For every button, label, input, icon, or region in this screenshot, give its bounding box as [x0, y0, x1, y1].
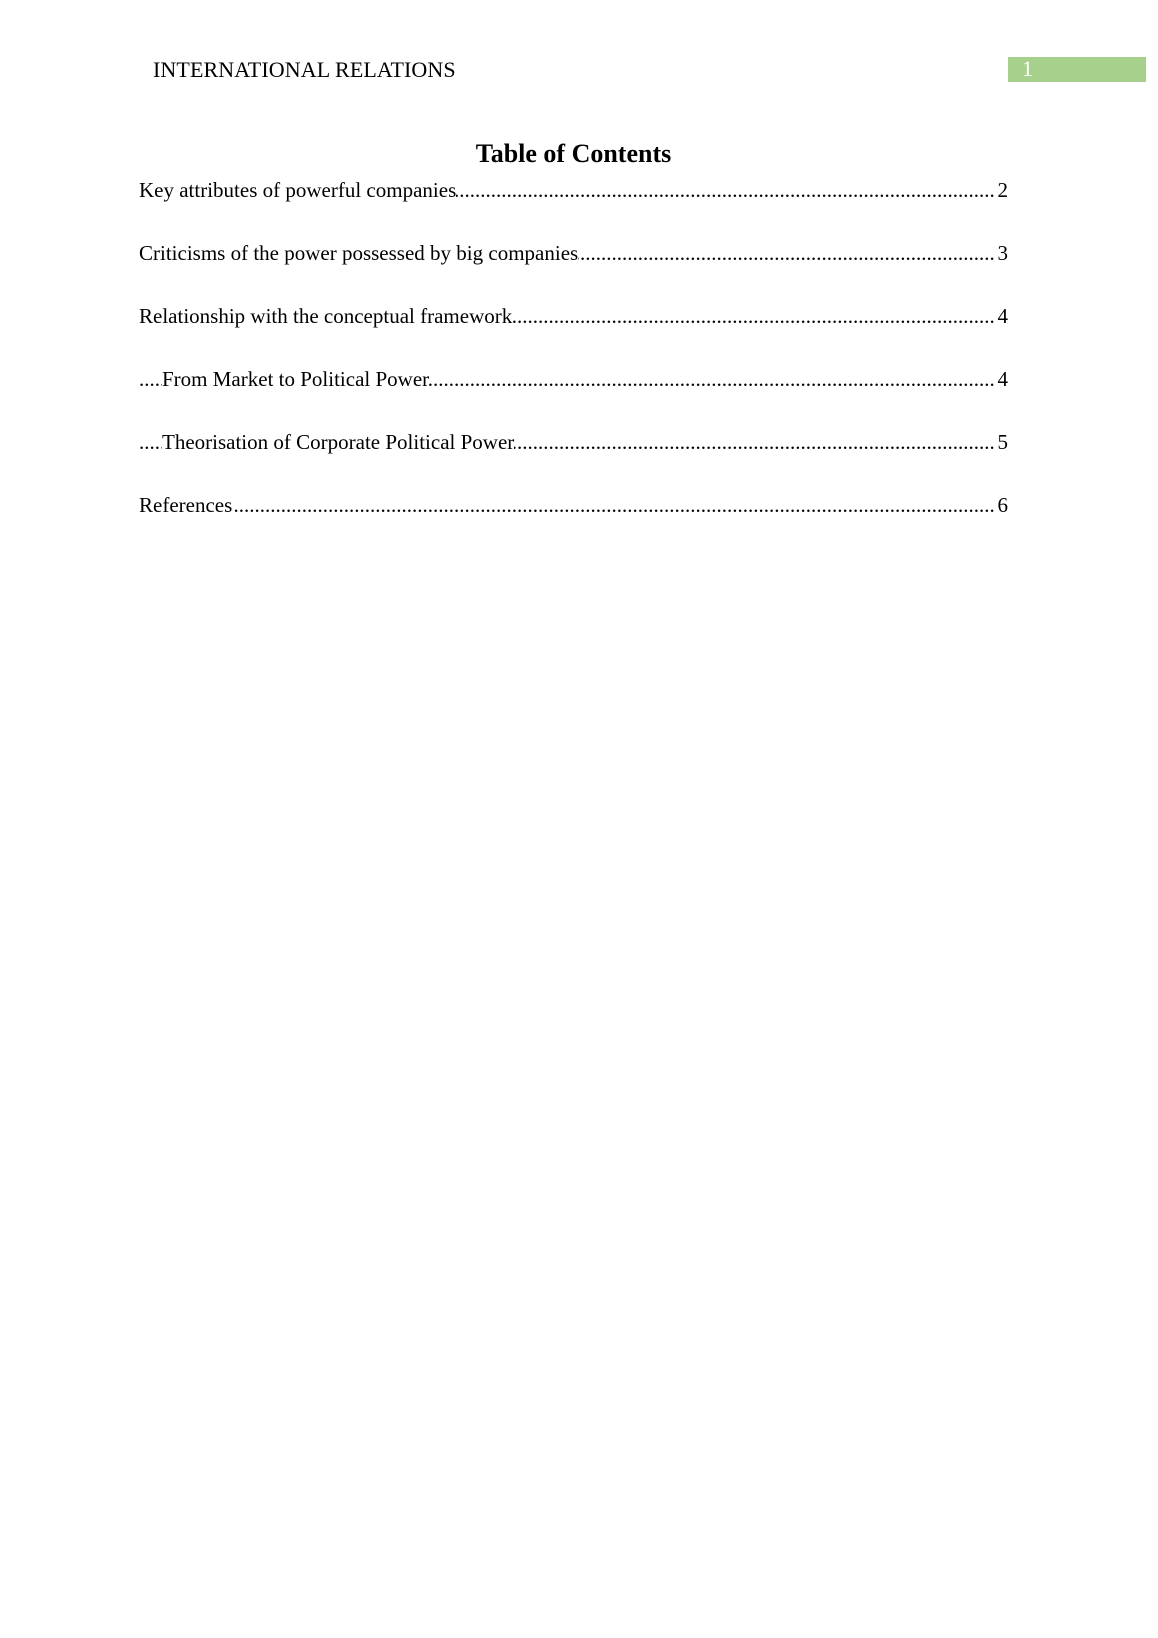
page-number-box [1008, 57, 1146, 82]
toc-entry-page: 4 [997, 304, 1008, 328]
table-of-contents [139, 132, 1008, 519]
toc-entry-page: 2 [997, 178, 1008, 202]
toc-entry-criticisms[interactable] [139, 239, 1008, 267]
page-number: 1 [1022, 56, 1033, 81]
toc-entry-conceptual-framework[interactable] [139, 302, 1008, 330]
toc-entry-page: 4 [997, 367, 1008, 391]
toc-entry-page: 5 [997, 430, 1008, 454]
page-header [0, 0, 1158, 100]
toc-entry-page: 3 [997, 241, 1008, 265]
toc-entry-references[interactable] [139, 491, 1008, 519]
toc-entry-text: Relationship with the conceptual framework [139, 304, 513, 328]
running-head: INTERNATIONAL RELATIONS [153, 57, 456, 82]
toc-entry-text: References [139, 493, 233, 517]
toc-leader-dots [139, 491, 994, 519]
toc-entry-text: Theorisation of Corporate Political Power [162, 430, 515, 454]
toc-entry-text: Key attributes of powerful companies [139, 178, 457, 202]
toc-entry-key-attributes[interactable] [139, 176, 1008, 204]
toc-title: Table of Contents [475, 139, 672, 168]
toc-entry-market-to-political-power[interactable] [139, 365, 1008, 393]
toc-entry-text: From Market to Political Power [162, 367, 430, 391]
toc-entry-text: Criticisms of the power possessed by big companies [139, 241, 579, 265]
toc-list [139, 176, 1008, 519]
toc-entry-theorisation[interactable] [139, 428, 1008, 456]
toc-entry-page: 6 [997, 493, 1008, 517]
